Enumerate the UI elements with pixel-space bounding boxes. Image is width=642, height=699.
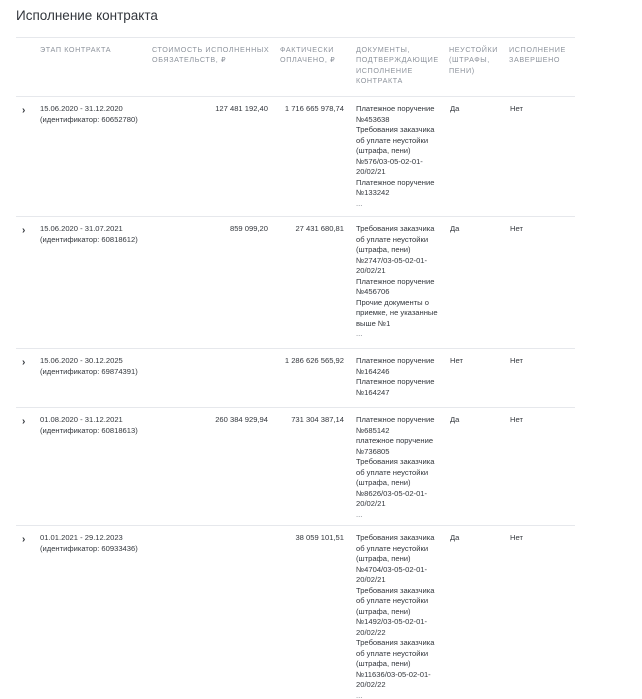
completed-cell: Нет xyxy=(510,356,523,365)
document-line: об уплате неустойки xyxy=(356,648,429,658)
paid-cell: 731 304 387,14 xyxy=(291,415,344,424)
documents-cell xyxy=(356,533,448,699)
document-line: платежное поручение xyxy=(356,436,434,445)
document-line: 20/02/21 xyxy=(356,266,386,275)
stage-period: 01.08.2020 - 31.12.2021 xyxy=(40,415,123,424)
stage-identifier: (идентификатор: 60818612) xyxy=(40,234,138,244)
stage-period: 01.01.2021 - 29.12.2023 xyxy=(40,533,123,542)
stage-cell xyxy=(40,104,150,125)
document-line: 20/02/21 xyxy=(356,167,386,176)
document-line: Платежное поручение xyxy=(356,177,435,187)
document-line: Требования заказчика xyxy=(356,125,435,134)
header-cost: СТОИМОСТЬ ИСПОЛНЕННЫХ ОБЯЗАТЕЛЬСТВ, ₽ xyxy=(152,45,270,65)
document-line: об уплате неустойки xyxy=(356,543,429,553)
document-line: №456706 xyxy=(356,287,390,296)
document-line: 20/02/21 xyxy=(356,575,386,584)
more-documents-ellipsis[interactable]: ... xyxy=(356,690,363,699)
paid-cell: 1 716 665 978,74 xyxy=(284,104,344,113)
header-docs: ДОКУМЕНТЫ, ПОДТВЕРЖДАЮЩИЕ ИСПОЛНЕНИЕ КОНТРАКТА xyxy=(356,45,439,85)
cost-cell: 859 099,20 xyxy=(229,224,268,233)
more-documents-ellipsis[interactable]: ... xyxy=(356,329,363,338)
stage-identifier: (идентификатор: 60652780) xyxy=(40,114,138,124)
header-paid: ФАКТИЧЕСКИ ОПЛАЧЕНО, ₽ xyxy=(280,45,336,65)
table-row[interactable] xyxy=(16,349,575,408)
stage-period: 15.06.2020 - 31.07.2021 xyxy=(40,224,123,233)
penalty-cell: Да xyxy=(450,104,460,113)
document-line: (штрафа, пени) xyxy=(356,606,411,616)
document-line: №685142 xyxy=(356,425,390,435)
table-row[interactable] xyxy=(16,408,575,526)
penalty-cell: Да xyxy=(450,533,460,542)
expand-chevron-icon[interactable]: › xyxy=(22,225,26,236)
document-line: Требования заказчика xyxy=(356,585,435,595)
stage-identifier: (идентификатор: 60933436) xyxy=(40,543,138,553)
document-line: 20/02/22 xyxy=(356,627,386,637)
stage-cell xyxy=(40,533,150,554)
completed-cell: Нет xyxy=(510,104,523,113)
documents-cell xyxy=(356,356,448,398)
document-line: Платежное поручение xyxy=(356,104,435,113)
document-line: №1492/03-05-02-01- xyxy=(356,617,428,626)
stage-identifier: (идентификатор: 69874391) xyxy=(40,366,138,376)
document-line: №164246 xyxy=(356,366,390,376)
document-line: №8626/03-05-02-01- xyxy=(356,488,428,498)
table-row[interactable] xyxy=(16,526,575,699)
stage-cell xyxy=(40,224,150,245)
document-line: Платежное поручение xyxy=(356,356,435,365)
completed-cell: Нет xyxy=(510,415,523,424)
document-line: №736805 xyxy=(356,446,390,456)
document-line: приемке, не указанные xyxy=(356,308,438,317)
document-line: №133242 xyxy=(356,188,390,197)
expand-chevron-icon[interactable]: › xyxy=(22,105,26,116)
table-body xyxy=(16,97,575,699)
document-line: (штрафа, пени) xyxy=(356,146,411,155)
paid-cell: 27 431 680,81 xyxy=(295,224,344,233)
document-line: №4704/03-05-02-01- xyxy=(356,564,428,574)
document-line: об уплате неустойки xyxy=(356,234,429,244)
documents-cell xyxy=(356,415,448,520)
expand-chevron-icon[interactable]: › xyxy=(22,534,26,545)
header-penalty: НЕУСТОЙКИ (ШТРАФЫ, ПЕНИ) xyxy=(449,45,499,75)
document-line: Платежное поручение xyxy=(356,377,435,386)
paid-cell: 1 286 626 565,92 xyxy=(284,356,344,365)
document-line: (штрафа, пени) xyxy=(356,659,411,668)
document-line: №2747/03-05-02-01- xyxy=(356,255,428,265)
stage-cell xyxy=(40,356,150,377)
document-line: №453638 xyxy=(356,114,390,124)
cost-cell: 260 384 929,94 xyxy=(215,415,268,424)
section-title: Исполнение контракта xyxy=(16,8,158,23)
completed-cell: Нет xyxy=(510,224,523,233)
documents-cell xyxy=(356,224,448,340)
table-row[interactable] xyxy=(16,217,575,349)
stage-identifier: (идентификатор: 60818613) xyxy=(40,425,138,435)
document-line: (штрафа, пени) xyxy=(356,478,411,487)
expand-chevron-icon[interactable]: › xyxy=(22,416,26,427)
document-line: Требования заказчика xyxy=(356,224,435,233)
document-line: Платежное поручение xyxy=(356,276,435,286)
document-line: №576/03-05-02-01- xyxy=(356,156,423,166)
penalty-cell: Да xyxy=(450,415,460,424)
stage-period: 15.06.2020 - 30.12.2025 xyxy=(40,356,123,365)
document-line: Требования заказчика xyxy=(356,638,435,647)
document-line: Прочие документы о xyxy=(356,297,429,307)
document-line: 20/02/21 xyxy=(356,499,386,508)
document-line: (штрафа, пени) xyxy=(356,245,411,254)
header-completed: ИСПОЛНЕНИЕ ЗАВЕРШЕНО xyxy=(509,45,566,65)
document-line: 20/02/22 xyxy=(356,680,386,689)
document-line: Платежное поручение xyxy=(356,415,435,424)
paid-cell: 38 059 101,51 xyxy=(295,533,344,542)
completed-cell: Нет xyxy=(510,533,523,542)
cost-cell: 127 481 192,40 xyxy=(215,104,268,113)
document-line: выше №1 xyxy=(356,318,391,328)
document-line: об уплате неустойки xyxy=(356,135,429,145)
documents-cell xyxy=(356,104,448,209)
expand-chevron-icon[interactable]: › xyxy=(22,357,26,368)
more-documents-ellipsis[interactable]: ... xyxy=(356,198,363,208)
header-stage: ЭТАП КОНТРАКТА xyxy=(40,45,112,54)
document-line: (штрафа, пени) xyxy=(356,554,411,563)
more-documents-ellipsis[interactable]: ... xyxy=(356,509,363,519)
document-line: Требования заказчика xyxy=(356,533,435,542)
penalty-cell: Нет xyxy=(450,356,463,365)
stage-period: 15.06.2020 - 31.12.2020 xyxy=(40,104,123,113)
table-row[interactable] xyxy=(16,97,575,217)
document-line: об уплате неустойки xyxy=(356,596,429,605)
document-line: Требования заказчика xyxy=(356,457,435,466)
document-line: №164247 xyxy=(356,387,390,397)
contract-stages-table xyxy=(16,37,575,699)
stage-cell xyxy=(40,415,150,436)
table-header xyxy=(16,37,575,97)
penalty-cell: Да xyxy=(450,224,460,233)
document-line: №11636/03-05-02-01- xyxy=(356,669,431,679)
document-line: об уплате неустойки xyxy=(356,467,429,477)
